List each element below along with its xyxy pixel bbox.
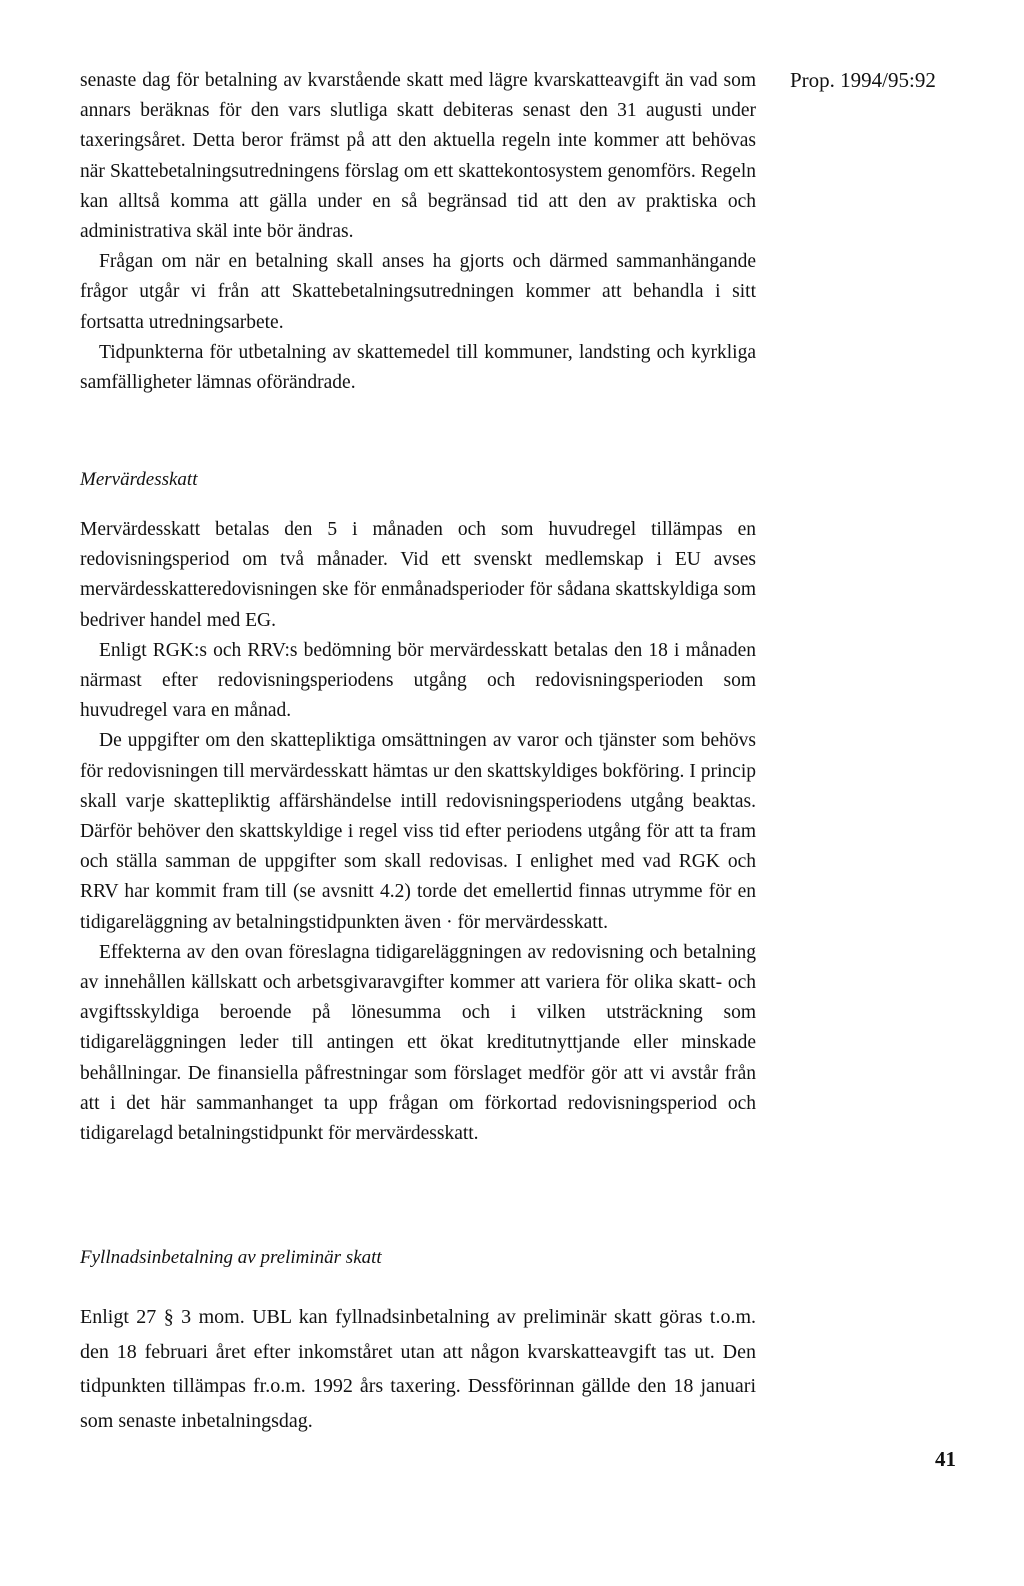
paragraph: Enligt 27 § 3 mom. UBL kan fyllnadsinbetalning av preliminär skatt göras t.o.m. den 18 februari året efter inkomståret utan att någon kvarskatteavgift tas ut. Den tidpunkten tillämpas fr.o.m. 1992 års taxering. Dessförinnan gällde den 18 januari som senaste inbetalningsdag. xyxy=(80,1306,756,1432)
paragraph: Frågan om när en betalning skall anses ha gjorts och därmed sammanhängande frågor utgår vi från att Skattebetalningsutredningen kommer att behandla i sitt fortsatta utredningsarbete. xyxy=(80,251,756,333)
paragraph: senaste dag för betalning av kvarstående skatt med lägre kvarskatteavgift än vad som annars beräknas för den vars slutliga skatt debiteras senast den 31 augusti under taxeringsåret. Detta beror främst på att den aktuella regeln inte kommer att behövas när Skattebetalningsutredningens förslag om ett skattekontosystem genomförs. Regeln kan alltså komma att gälla under en så begränsad tid att den av praktiska och administrativa skäl inte bör ändras. xyxy=(80,70,756,243)
page-number: 41 xyxy=(935,1447,956,1471)
paragraph: Tidpunkterna för utbetalning av skattemedel till kommuner, landsting och kyrkliga samfälligheter lämnas oförändrade. xyxy=(80,341,756,394)
section-heading-fyllnadsinbetalning: Fyllnadsinbetalning av preliminär skatt xyxy=(80,1247,382,1268)
fyllnadsinbetalning-section xyxy=(80,1300,756,1438)
paragraph: Mervärdesskatt betalas den 5 i månaden och som huvudregel tillämpas en redovisningsperiod om två månader. Vid ett svenskt medlemskap i EU avses mervärdesskatteredovisningen ske för enmånadsperioder för sådana skattskyldiga som bedriver handel med EG. xyxy=(80,519,756,631)
mervardesskatt-section xyxy=(80,515,756,1149)
section-heading-mervardesskatt: Mervärdesskatt xyxy=(80,469,198,490)
document-reference: Prop. 1994/95:92 xyxy=(790,68,936,92)
paragraph: Enligt RGK:s och RRV:s bedömning bör mervärdesskatt betalas den 18 i månaden närmast efter redovisningsperiodens utgång och redovisningsperioden som huvudregel vara en månad. xyxy=(80,639,756,722)
paragraph: Effekterna av den ovan föreslagna tidigareläggningen av redovisning och betalning av innehållen källskatt och arbetsgivaravgifter kommer att variera för olika skatt- och avgiftsskyldiga beroende på lönesumma och i vilken utsträckning som tidigareläggningen leder till antingen ett ökat kreditutnyttjande eller minskade behållningar. De finansiella påfrestningar som förslaget medför gör att vi avstår från att i det här sammanhanget ta upp frågan om förkortad redovisningsperiod och tidigarelagd betalningstidpunkt för mervärdesskatt. xyxy=(80,941,756,1145)
paragraph: De uppgifter om den skattepliktiga omsättningen av varor och tjänster som behövs för redovisningen till mervärdesskatt hämtas ur den skattskyldiges bokföring. I princip skall varje skattepliktig affärshändelse intill redovisningsperiodens utgång beaktas. Därför behöver den skattskyldige i regel viss tid efter periodens utgång för att ta fram och ställa samman de uppgifter som skall redovisas. I enlighet med vad RGK och RRV har kommit fram till (se avsnitt 4.2) torde det emellertid finnas utrymme för en tidigareläggning av betalningstidpunkten även · för mervärdesskatt. xyxy=(80,730,756,933)
intro-section xyxy=(80,66,756,398)
